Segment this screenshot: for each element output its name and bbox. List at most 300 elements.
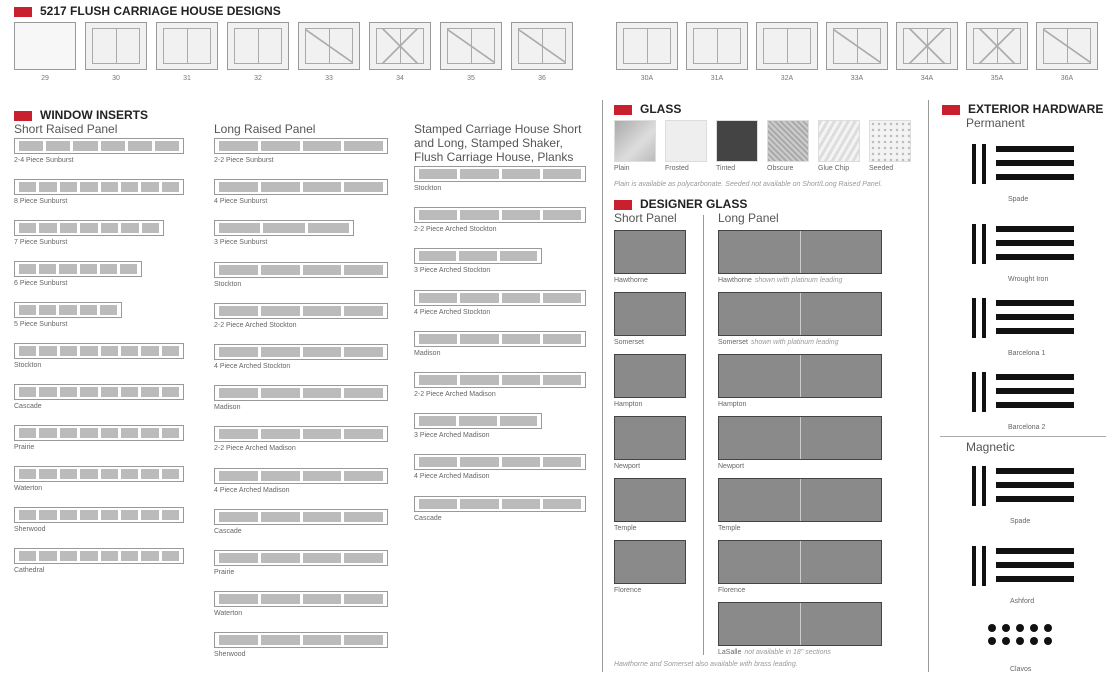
insert-light: [303, 635, 342, 645]
divider: [928, 100, 929, 672]
insert-caption: Madison: [414, 350, 441, 357]
handle-bar: [972, 298, 976, 338]
door-number: 31: [183, 75, 191, 82]
long-panel-heading: Long Panel: [718, 211, 779, 225]
glass-swatch-label: Obscure: [767, 165, 794, 172]
door-design: [896, 22, 958, 82]
section-marker: [614, 200, 632, 210]
insert-light: [460, 210, 498, 220]
designer-glass-long: [718, 292, 882, 336]
glass-mullion: [800, 603, 801, 645]
designer-glass-title: [614, 197, 747, 211]
window-insert: [214, 468, 388, 484]
insert-light: [344, 182, 383, 192]
glass-swatch-label: Seeded: [869, 165, 894, 172]
door-split: [647, 29, 648, 63]
hardware-title: [942, 102, 1103, 116]
designer-short-label: Somerset: [614, 339, 644, 346]
clavo: [1030, 637, 1038, 645]
insert-light: [219, 635, 258, 645]
insert-caption: Cascade: [14, 403, 42, 410]
stamped-heading: Stamped Carriage House Short and Long, Stamped Shaker, Flush Carriage House, Planks: [414, 122, 582, 164]
insert-light: [502, 293, 540, 303]
insert-light: [80, 551, 97, 561]
door-brace: [306, 29, 352, 63]
insert-light: [101, 346, 118, 356]
designer-glass-title-text: DESIGNER GLASS: [640, 197, 748, 211]
window-insert: [214, 385, 388, 401]
insert-light: [344, 553, 383, 563]
window-insert: [214, 344, 388, 360]
section-marker: [14, 111, 32, 121]
insert-light: [502, 375, 540, 385]
insert-light: [344, 347, 383, 357]
insert-light: [344, 512, 383, 522]
insert-light: [162, 387, 179, 397]
insert-caption: Stockton: [14, 362, 42, 369]
insert-light: [419, 416, 456, 426]
glass-mullion: [800, 417, 801, 459]
designer-glass-long: [718, 540, 882, 584]
insert-light: [141, 182, 158, 192]
insert-light: [19, 428, 36, 438]
insert-light: [219, 182, 258, 192]
door-split: [717, 29, 718, 63]
window-insert: [214, 262, 388, 278]
window-insert: [14, 302, 122, 318]
door-design: [826, 22, 888, 82]
designer-long-label: [718, 277, 842, 284]
glass-swatch: [665, 120, 707, 162]
door-design: [227, 22, 289, 82]
window-insert: [214, 179, 388, 195]
insert-light: [219, 512, 258, 522]
insert-light: [303, 594, 342, 604]
window-insert: [14, 138, 184, 154]
hardware-label: Wrought Iron: [1008, 276, 1049, 283]
hardware-label: Ashford: [1010, 598, 1035, 605]
door-number: 32: [254, 75, 262, 82]
window-insert: [14, 343, 184, 359]
permanent-heading: Permanent: [966, 116, 1025, 130]
glass-swatch: [614, 120, 656, 162]
insert-light: [219, 471, 258, 481]
glass-swatch-label: Tinted: [716, 165, 736, 172]
door-number: 30: [112, 75, 120, 82]
insert-light: [73, 141, 97, 151]
insert-light: [19, 551, 36, 561]
clavo: [988, 624, 996, 632]
insert-light: [19, 510, 36, 520]
insert-caption: Stockton: [214, 281, 242, 288]
insert-light: [80, 346, 97, 356]
insert-light: [459, 251, 496, 261]
insert-caption: 6 Piece Sunburst: [14, 280, 68, 287]
glass-swatch: [767, 120, 809, 162]
insert-light: [344, 635, 383, 645]
insert-light: [101, 182, 118, 192]
insert-light: [419, 375, 457, 385]
glass-swatch-label: Frosted: [665, 165, 689, 172]
strap: [996, 576, 1074, 582]
clavo: [1044, 624, 1052, 632]
insert-light: [155, 141, 179, 151]
strap: [996, 174, 1074, 180]
insert-light: [419, 169, 457, 179]
door-number: 32A: [780, 75, 794, 82]
designer-short-label: Florence: [614, 587, 642, 594]
insert-light: [39, 223, 56, 233]
strap: [996, 146, 1074, 152]
insert-light: [460, 169, 498, 179]
handle-bar: [972, 546, 976, 586]
insert-light: [121, 428, 138, 438]
insert-caption: Cathedral: [14, 567, 45, 574]
door-panel: [833, 28, 881, 64]
insert-light: [543, 375, 581, 385]
insert-light: [303, 306, 342, 316]
insert-caption: Sherwood: [14, 526, 46, 533]
insert-caption: Sherwood: [214, 651, 246, 658]
designer-glass-short: [614, 540, 686, 584]
door-brace: [834, 29, 880, 63]
window-insert: [214, 220, 354, 236]
strap: [996, 548, 1074, 554]
insert-caption: Cascade: [214, 528, 242, 535]
window-insert: [214, 426, 388, 442]
insert-light: [39, 428, 56, 438]
insert-light: [543, 293, 581, 303]
window-insert: [14, 507, 184, 523]
short-panel-heading: Short Panel: [614, 211, 677, 225]
insert-caption: 2-4 Piece Sunburst: [14, 157, 74, 164]
strap: [996, 300, 1074, 306]
insert-light: [162, 510, 179, 520]
insert-light: [19, 469, 36, 479]
glass-mullion: [800, 231, 801, 273]
glass-swatch: [869, 120, 911, 162]
insert-caption: Waterton: [14, 485, 43, 492]
door-number: 31A: [710, 75, 724, 82]
insert-caption: 4 Piece Arched Stockton: [214, 363, 291, 370]
door-panel: [92, 28, 140, 64]
clavos-icon: [988, 624, 1058, 652]
designer-long-label: [718, 525, 744, 532]
insert-light: [303, 388, 342, 398]
door-panel: [693, 28, 741, 64]
designer-glass-short: [614, 230, 686, 274]
door-number: 36A: [1060, 75, 1074, 82]
insert-light: [219, 553, 258, 563]
insert-light: [141, 510, 158, 520]
window-insert: [214, 138, 388, 154]
glass-title: [614, 102, 681, 116]
designer-long-name: Temple: [718, 525, 741, 532]
designer-long-label: [718, 339, 839, 346]
hardware-label: Clavos: [1010, 666, 1032, 673]
door-panel: [973, 28, 1021, 64]
insert-light: [261, 347, 300, 357]
window-insert: [14, 261, 142, 277]
glass-swatch-label: Plain: [614, 165, 630, 172]
insert-light: [19, 346, 36, 356]
insert-light: [219, 594, 258, 604]
insert-light: [261, 141, 300, 151]
insert-light: [303, 471, 342, 481]
window-insert: [14, 425, 184, 441]
door-split: [116, 29, 117, 63]
insert-light: [19, 305, 36, 315]
insert-caption: Stockton: [414, 185, 442, 192]
handle-bar: [972, 144, 976, 184]
window-insert: [414, 290, 586, 306]
glass-mullion: [800, 479, 801, 521]
insert-light: [162, 469, 179, 479]
hardware-label: Spade: [1010, 518, 1031, 525]
insert-light: [502, 334, 540, 344]
designer-long-label: [718, 649, 831, 656]
window-insert: [214, 509, 388, 525]
strap: [996, 388, 1074, 394]
insert-light: [60, 346, 77, 356]
designer-glass-short: [614, 416, 686, 460]
door-number: 33A: [850, 75, 864, 82]
strap: [996, 314, 1074, 320]
strap: [996, 496, 1074, 502]
insert-light: [500, 251, 537, 261]
insert-light: [303, 182, 342, 192]
designer-glass-short: [614, 292, 686, 336]
insert-caption: 2-2 Piece Arched Stockton: [214, 322, 297, 329]
glass-note: Plain is available as polycarbonate. Seeded not available on Short/Long Raised Panel.: [614, 181, 883, 188]
designer-footer-note: Hawthorne and Somerset also available with brass leading.: [614, 661, 798, 668]
insert-light: [261, 182, 300, 192]
glass-mullion: [800, 293, 801, 335]
insert-light: [261, 429, 300, 439]
divider: [703, 215, 704, 655]
insert-light: [460, 457, 498, 467]
insert-light: [344, 471, 383, 481]
insert-light: [141, 469, 158, 479]
insert-light: [543, 457, 581, 467]
door-number: 33: [325, 75, 333, 82]
insert-light: [543, 169, 581, 179]
insert-light: [219, 265, 258, 275]
insert-light: [261, 553, 300, 563]
insert-light: [261, 512, 300, 522]
insert-light: [100, 305, 117, 315]
window-insert: [214, 303, 388, 319]
strap: [996, 402, 1074, 408]
door-design: [756, 22, 818, 82]
door-brace: [519, 29, 565, 63]
designer-glass-long: [718, 230, 882, 274]
door-panel: [376, 28, 424, 64]
insert-light: [39, 346, 56, 356]
insert-light: [141, 346, 158, 356]
insert-light: [261, 594, 300, 604]
insert-caption: Madison: [214, 404, 241, 411]
insert-light: [121, 223, 138, 233]
hardware-title-text: EXTERIOR HARDWARE: [968, 102, 1104, 116]
short-raised-heading: Short Raised Panel: [14, 122, 118, 136]
insert-caption: 5 Piece Sunburst: [14, 321, 68, 328]
insert-light: [60, 428, 77, 438]
insert-light: [502, 210, 540, 220]
insert-light: [261, 471, 300, 481]
glass-mullion: [800, 541, 801, 583]
insert-light: [80, 469, 97, 479]
insert-light: [460, 375, 498, 385]
insert-light: [142, 223, 159, 233]
insert-light: [60, 469, 77, 479]
designer-glass-long: [718, 416, 882, 460]
door-cross: [377, 29, 423, 63]
handle-bar: [982, 546, 986, 586]
insert-light: [502, 499, 540, 509]
strap: [996, 562, 1074, 568]
door-number: 35: [467, 75, 475, 82]
insert-light: [419, 210, 457, 220]
insert-light: [121, 551, 138, 561]
designer-long-label: [718, 463, 747, 470]
door-brace: [448, 29, 494, 63]
insert-caption: 2-2 Piece Arched Madison: [214, 445, 296, 452]
insert-light: [460, 334, 498, 344]
insert-caption: Cascade: [414, 515, 442, 522]
insert-light: [101, 469, 118, 479]
clavo: [1030, 624, 1038, 632]
door-number: 29: [41, 75, 49, 82]
window-insert: [414, 248, 542, 264]
insert-light: [500, 416, 537, 426]
door-design: [511, 22, 573, 82]
insert-light: [344, 388, 383, 398]
designer-long-label: [718, 587, 748, 594]
insert-light: [162, 182, 179, 192]
glass-title-text: GLASS: [640, 102, 682, 116]
insert-caption: 4 Piece Arched Madison: [414, 473, 490, 480]
handle-bar: [972, 372, 976, 412]
insert-light: [60, 551, 77, 561]
insert-light: [162, 346, 179, 356]
insert-light: [80, 264, 97, 274]
insert-light: [460, 293, 498, 303]
insert-caption: 2-2 Piece Arched Madison: [414, 391, 496, 398]
insert-light: [502, 169, 540, 179]
insert-light: [121, 469, 138, 479]
hardware-icon: [966, 366, 1076, 418]
insert-light: [59, 305, 76, 315]
designer-long-note: shown with platinum leading: [750, 339, 839, 346]
insert-light: [39, 182, 56, 192]
designer-glass-long: [718, 602, 882, 646]
insert-light: [101, 223, 118, 233]
insert-light: [19, 264, 36, 274]
strap: [996, 160, 1074, 166]
door-brace: [1044, 29, 1090, 63]
insert-light: [121, 510, 138, 520]
hardware-label: Barcelona 1: [1008, 350, 1046, 357]
window-insert: [214, 550, 388, 566]
insert-light: [80, 510, 97, 520]
window-insert: [414, 413, 542, 429]
insert-light: [308, 223, 349, 233]
insert-light: [120, 264, 137, 274]
insert-caption: Prairie: [14, 444, 35, 451]
insert-light: [101, 141, 125, 151]
designer-long-label: [718, 401, 749, 408]
insert-light: [80, 305, 97, 315]
insert-light: [261, 306, 300, 316]
handle-bar: [972, 466, 976, 506]
insert-light: [60, 182, 77, 192]
insert-light: [303, 512, 342, 522]
clavo: [1002, 637, 1010, 645]
window-insert: [14, 384, 184, 400]
window-insert: [14, 179, 184, 195]
window-insert: [14, 220, 164, 236]
insert-light: [101, 428, 118, 438]
insert-light: [19, 223, 36, 233]
door-number: 34A: [920, 75, 934, 82]
insert-light: [59, 264, 76, 274]
door-design: [440, 22, 502, 82]
insert-light: [162, 428, 179, 438]
door-panel: [623, 28, 671, 64]
hardware-icon: [966, 460, 1076, 512]
insert-light: [39, 510, 56, 520]
insert-light: [219, 388, 258, 398]
door-split: [258, 29, 259, 63]
insert-light: [344, 265, 383, 275]
divider: [602, 100, 603, 672]
insert-light: [344, 429, 383, 439]
door-design: [298, 22, 360, 82]
door-panel: [1043, 28, 1091, 64]
glass-swatch-label: Glue Chip: [818, 165, 850, 172]
door-panel: [305, 28, 353, 64]
insert-light: [141, 428, 158, 438]
window-insert: [414, 207, 586, 223]
door-design: [686, 22, 748, 82]
designer-long-note: not available in 18" sections: [744, 649, 831, 656]
window-insert: [14, 548, 184, 564]
insert-light: [19, 182, 36, 192]
insert-light: [261, 635, 300, 645]
insert-light: [60, 387, 77, 397]
door-panel: [163, 28, 211, 64]
door-design: [966, 22, 1028, 82]
strap: [996, 374, 1074, 380]
door-panel: [518, 28, 566, 64]
designer-glass-long: [718, 354, 882, 398]
door-design: [85, 22, 147, 82]
door-design: [14, 22, 76, 82]
insert-light: [261, 388, 300, 398]
strap: [996, 468, 1074, 474]
designer-short-label: Newport: [614, 463, 641, 470]
clavo: [1044, 637, 1052, 645]
window-insert: [414, 331, 586, 347]
insert-light: [101, 551, 118, 561]
insert-light: [162, 551, 179, 561]
handle-bar: [982, 298, 986, 338]
insert-light: [121, 346, 138, 356]
hardware-label: Barcelona 2: [1008, 424, 1046, 431]
insert-light: [303, 553, 342, 563]
insert-light: [419, 499, 457, 509]
